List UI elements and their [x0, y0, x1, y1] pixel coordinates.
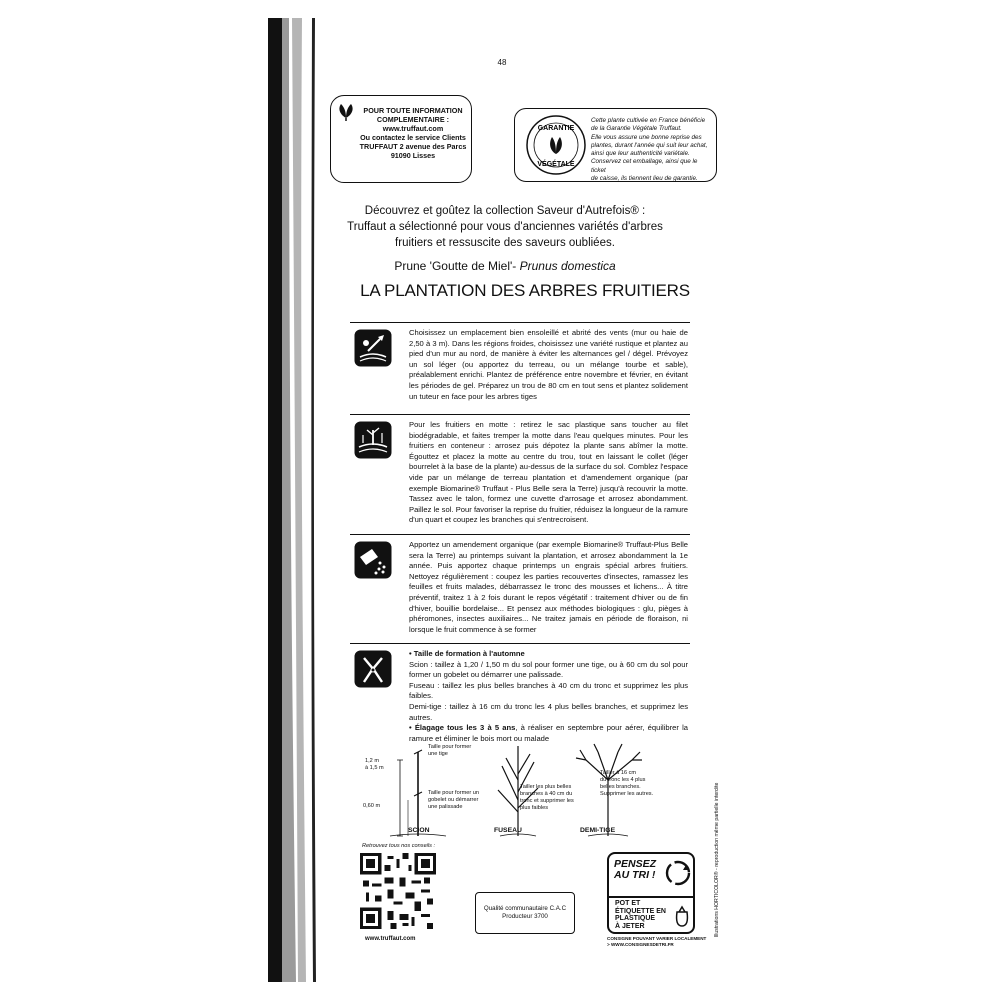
demi-tige-caption: DEMI-TIGE — [580, 827, 616, 834]
label-line: 1,2 m — [365, 758, 379, 764]
intro-line: Découvrez et goûtez la collection Saveur d'Autrefois® : — [364, 205, 646, 217]
info-line: COMPLEMENTAIRE : — [376, 115, 450, 124]
pruning-line: Scion : taillez à 1,20 / 1,50 m du sol pour former une tige, ou à 60 cm du sol pour former un gobelet ou démarrer une palissade. — [409, 659, 688, 680]
qr-caption: Retrouvez tous nos conseils : — [362, 843, 436, 849]
recycling-logo — [607, 852, 695, 934]
pruning-heading-2: • Élagage tous les 3 à 5 ans — [409, 723, 516, 733]
label-line: gobelet ou démarrer — [428, 797, 479, 803]
guarantee-text — [591, 117, 713, 183]
label-line: branches à 40 cm du — [520, 791, 573, 797]
label-line: une palissade — [428, 804, 463, 810]
guarantee-line: ainsi que leur authenticité variétale. — [591, 150, 690, 158]
intro-line: fruitiers et ressuscite des saveurs oubliées. — [395, 237, 615, 249]
section-pruning — [350, 643, 690, 743]
fuseau-caption: FUSEAU — [494, 827, 522, 834]
label-line: Taille pour former un — [428, 790, 479, 796]
guarantee-line: Conservez cet emballage, ainsi que le ticket — [591, 158, 698, 174]
demi-tige-note — [600, 770, 653, 798]
consigne-line: CONSIGNE POUVANT VARIER LOCALEMENT — [607, 936, 707, 941]
contact-info-box — [330, 95, 472, 183]
seal-bottom-text: VÉGÉTALE — [537, 161, 575, 168]
label-line: belles branches. — [600, 784, 641, 790]
plant-latin-name: Prunus domestica — [519, 259, 616, 273]
pruning-line: Demi-tige : taillez à 16 cm du tronc les 4 plus belles branches, et supprimez les autres. — [409, 701, 688, 722]
pruning-line: Fuseau : taillez les plus belles branches à 40 cm du tronc et supprimez les plus faibles. — [409, 680, 688, 701]
section-text: Apportez un amendement organique (par exemple Biomarine® Truffaut-Plus Belle sera la Terre) au printemps suivant la plantation, et arrosez abondamment la 1e année. Puis apportez chaque printemps un engrais spécial arbres fruitiers. Nettoyez régulièrement : coupez les parties recouvertes d'insectes, ramassez les feuilles et fruits malades, débarrassez le tronc des mousses et lichens... À titre préventif, traitez 1 à 2 fois durant le repos végétatif : traitement d'hiver ou de fin d'hiver, bouillie bordelaise... Et pensez aux méthodes biologiques : glu, pièges à phéromones, insectes auxiliaires... Ne traitez jamais en période de floraison, ni lorsque le fruit commence à se former — [409, 540, 688, 634]
scion-note-bottom — [428, 790, 479, 811]
scion-caption: SCION — [408, 827, 430, 834]
credit-text: Illustrations HORTICOLOR® - reproduction même partielle interdite — [714, 782, 720, 938]
scion-height-label — [365, 758, 384, 772]
consigne-text — [607, 936, 706, 948]
tri-line: PLASTIQUE — [615, 915, 656, 923]
contact-info-text — [357, 106, 469, 160]
tri-line: À JETER — [615, 922, 645, 930]
plant-common-name: Prune 'Goutte de Miel'- — [394, 259, 520, 273]
label-line: Tailler à 16 cm — [600, 770, 637, 776]
section-text — [409, 649, 688, 744]
digging-icon — [354, 329, 392, 367]
planting-icon — [354, 421, 392, 459]
scion-low-label: 0,60 m — [363, 803, 381, 809]
label-line: tronc et supprimer les — [520, 798, 574, 804]
quality-line: Qualité communautaire C.A.C — [483, 905, 567, 912]
scion-note-top — [428, 744, 471, 758]
pruning-shears-icon — [354, 650, 392, 688]
guarantee-seal-icon — [525, 114, 587, 176]
tri-line: AU TRI ! — [614, 869, 656, 881]
guarantee-line: Cette plante cultivée en France bénéficie — [591, 117, 706, 124]
guarantee-box — [514, 108, 717, 182]
pot-etiquette-text — [615, 900, 666, 930]
info-line: TRUFFAUT 2 avenue des Parcs — [359, 142, 467, 151]
label-line: plus faibles — [520, 805, 548, 811]
consigne-link[interactable]: > WWW.CONSIGNESDETRI.FR — [607, 942, 674, 947]
plant-name — [330, 259, 680, 273]
guarantee-line: Elle vous assure une bonne reprise des — [591, 133, 702, 141]
producer-line: Producteur 3700 — [502, 913, 548, 920]
leaf-logo-icon — [335, 100, 357, 122]
section-text: Pour les fruitiers en motte : retirez le sac plastique sans toucher au filet biodégradable, et faites tremper la motte dans l'eau quelques minutes. Pour les fruitiers en conteneur : arrosez puis dépotez la plante sans abîmer la motte. Égouttez et placez la motte au centre du trou, tout en laissant le collet (léger bourrelet à la base de la plante) au-dessus de la surface du sol. Comblez l'espace vide par un mélange de terreau plantation et d'amendement organique (par exemple Biomarine® Truffaut - Plus Belle sera la Terre) jusqu'à recouvrir la motte. Tassez avec le talon, formez une cuvette d'arrosage et arrosez abondamment. Paillez le sol. Pour favoriser la reprise du fruitier, réduisez la longueur de la ramure d'un quart et coupez les branches qui s'entrecroisent. — [409, 420, 688, 525]
tri-line: PENSEZ — [614, 858, 657, 870]
collection-intro — [330, 203, 680, 251]
pruning-heading: • Taille de formation à l'automne — [409, 649, 525, 658]
info-line: 91090 Lisses — [390, 151, 436, 160]
guarantee-line: de la Garantie Végétale Truffaut. — [591, 125, 682, 133]
section-text: Choisissez un emplacement bien ensoleillé et abrité des vents (mur ou haie de 2,50 à 3 m). Dans les régions froides, choisissez une variété rustique et plantez au pied d'un mur au nord, de manière à éviter les alternances gel / dégel. Prévoyez un sol léger (ou apportez du terreau, ou un mélange tourbe et sable), préalablement enrichi. Plantez de préférence entre novembre et février, en évitant les périodes de gel. Préparez un trou de 80 cm en tout sens et plantez solidement un tuteur en face pour les arbres tiges — [409, 328, 688, 401]
qr-code[interactable] — [360, 853, 436, 929]
illustration-credit — [712, 782, 722, 938]
pruning-line: , à réaliser en septembre pour aérer, équilibrer la ramure et éliminer le bois mort ou malade — [409, 723, 688, 743]
guarantee-line: de caisse, ils tiennent lieu de garantie. — [591, 175, 698, 183]
section-care — [350, 534, 690, 643]
recycle-icon — [665, 860, 691, 886]
guarantee-line: plantes, durant l'année qui suit leur achat, — [591, 141, 708, 149]
tri-line: ÉTIQUETTE EN — [615, 907, 666, 915]
info-line: POUR TOUTE INFORMATION — [363, 106, 463, 115]
label-line: Supprimer les autres. — [600, 791, 654, 797]
page-number: 48 — [497, 58, 507, 67]
tri-line: POT ET — [615, 900, 641, 907]
section-site-preparation — [350, 322, 690, 413]
recycling-logo-top — [609, 854, 693, 898]
info-line: Ou contactez le service Clients — [360, 133, 466, 142]
quality-box — [475, 892, 575, 934]
section-planting — [350, 414, 690, 533]
label-line: à 1,5 m — [365, 765, 384, 771]
label-line: Tailler les plus belles — [520, 784, 572, 790]
pensez-au-tri-text — [614, 859, 656, 881]
label-line: du tronc les 4 plus — [600, 777, 646, 783]
website-link[interactable]: www.truffaut.com — [365, 936, 416, 942]
label-line: une tige — [428, 751, 448, 757]
seal-top-text: GARANTIE — [537, 125, 575, 132]
intro-line: Truffaut a sélectionné pour vous d'anciennes variétés d'arbres — [347, 221, 663, 233]
info-website: www.truffaut.com — [382, 124, 444, 133]
fuseau-note — [520, 784, 574, 812]
decorative-stripes — [0, 0, 330, 1000]
fertilizer-icon — [354, 541, 392, 579]
label-line: Taille pour former — [428, 744, 472, 750]
pruning-diagrams — [360, 740, 690, 840]
trash-bag-icon — [673, 904, 691, 928]
page-title: LA PLANTATION DES ARBRES FRUITIERS — [360, 281, 690, 300]
